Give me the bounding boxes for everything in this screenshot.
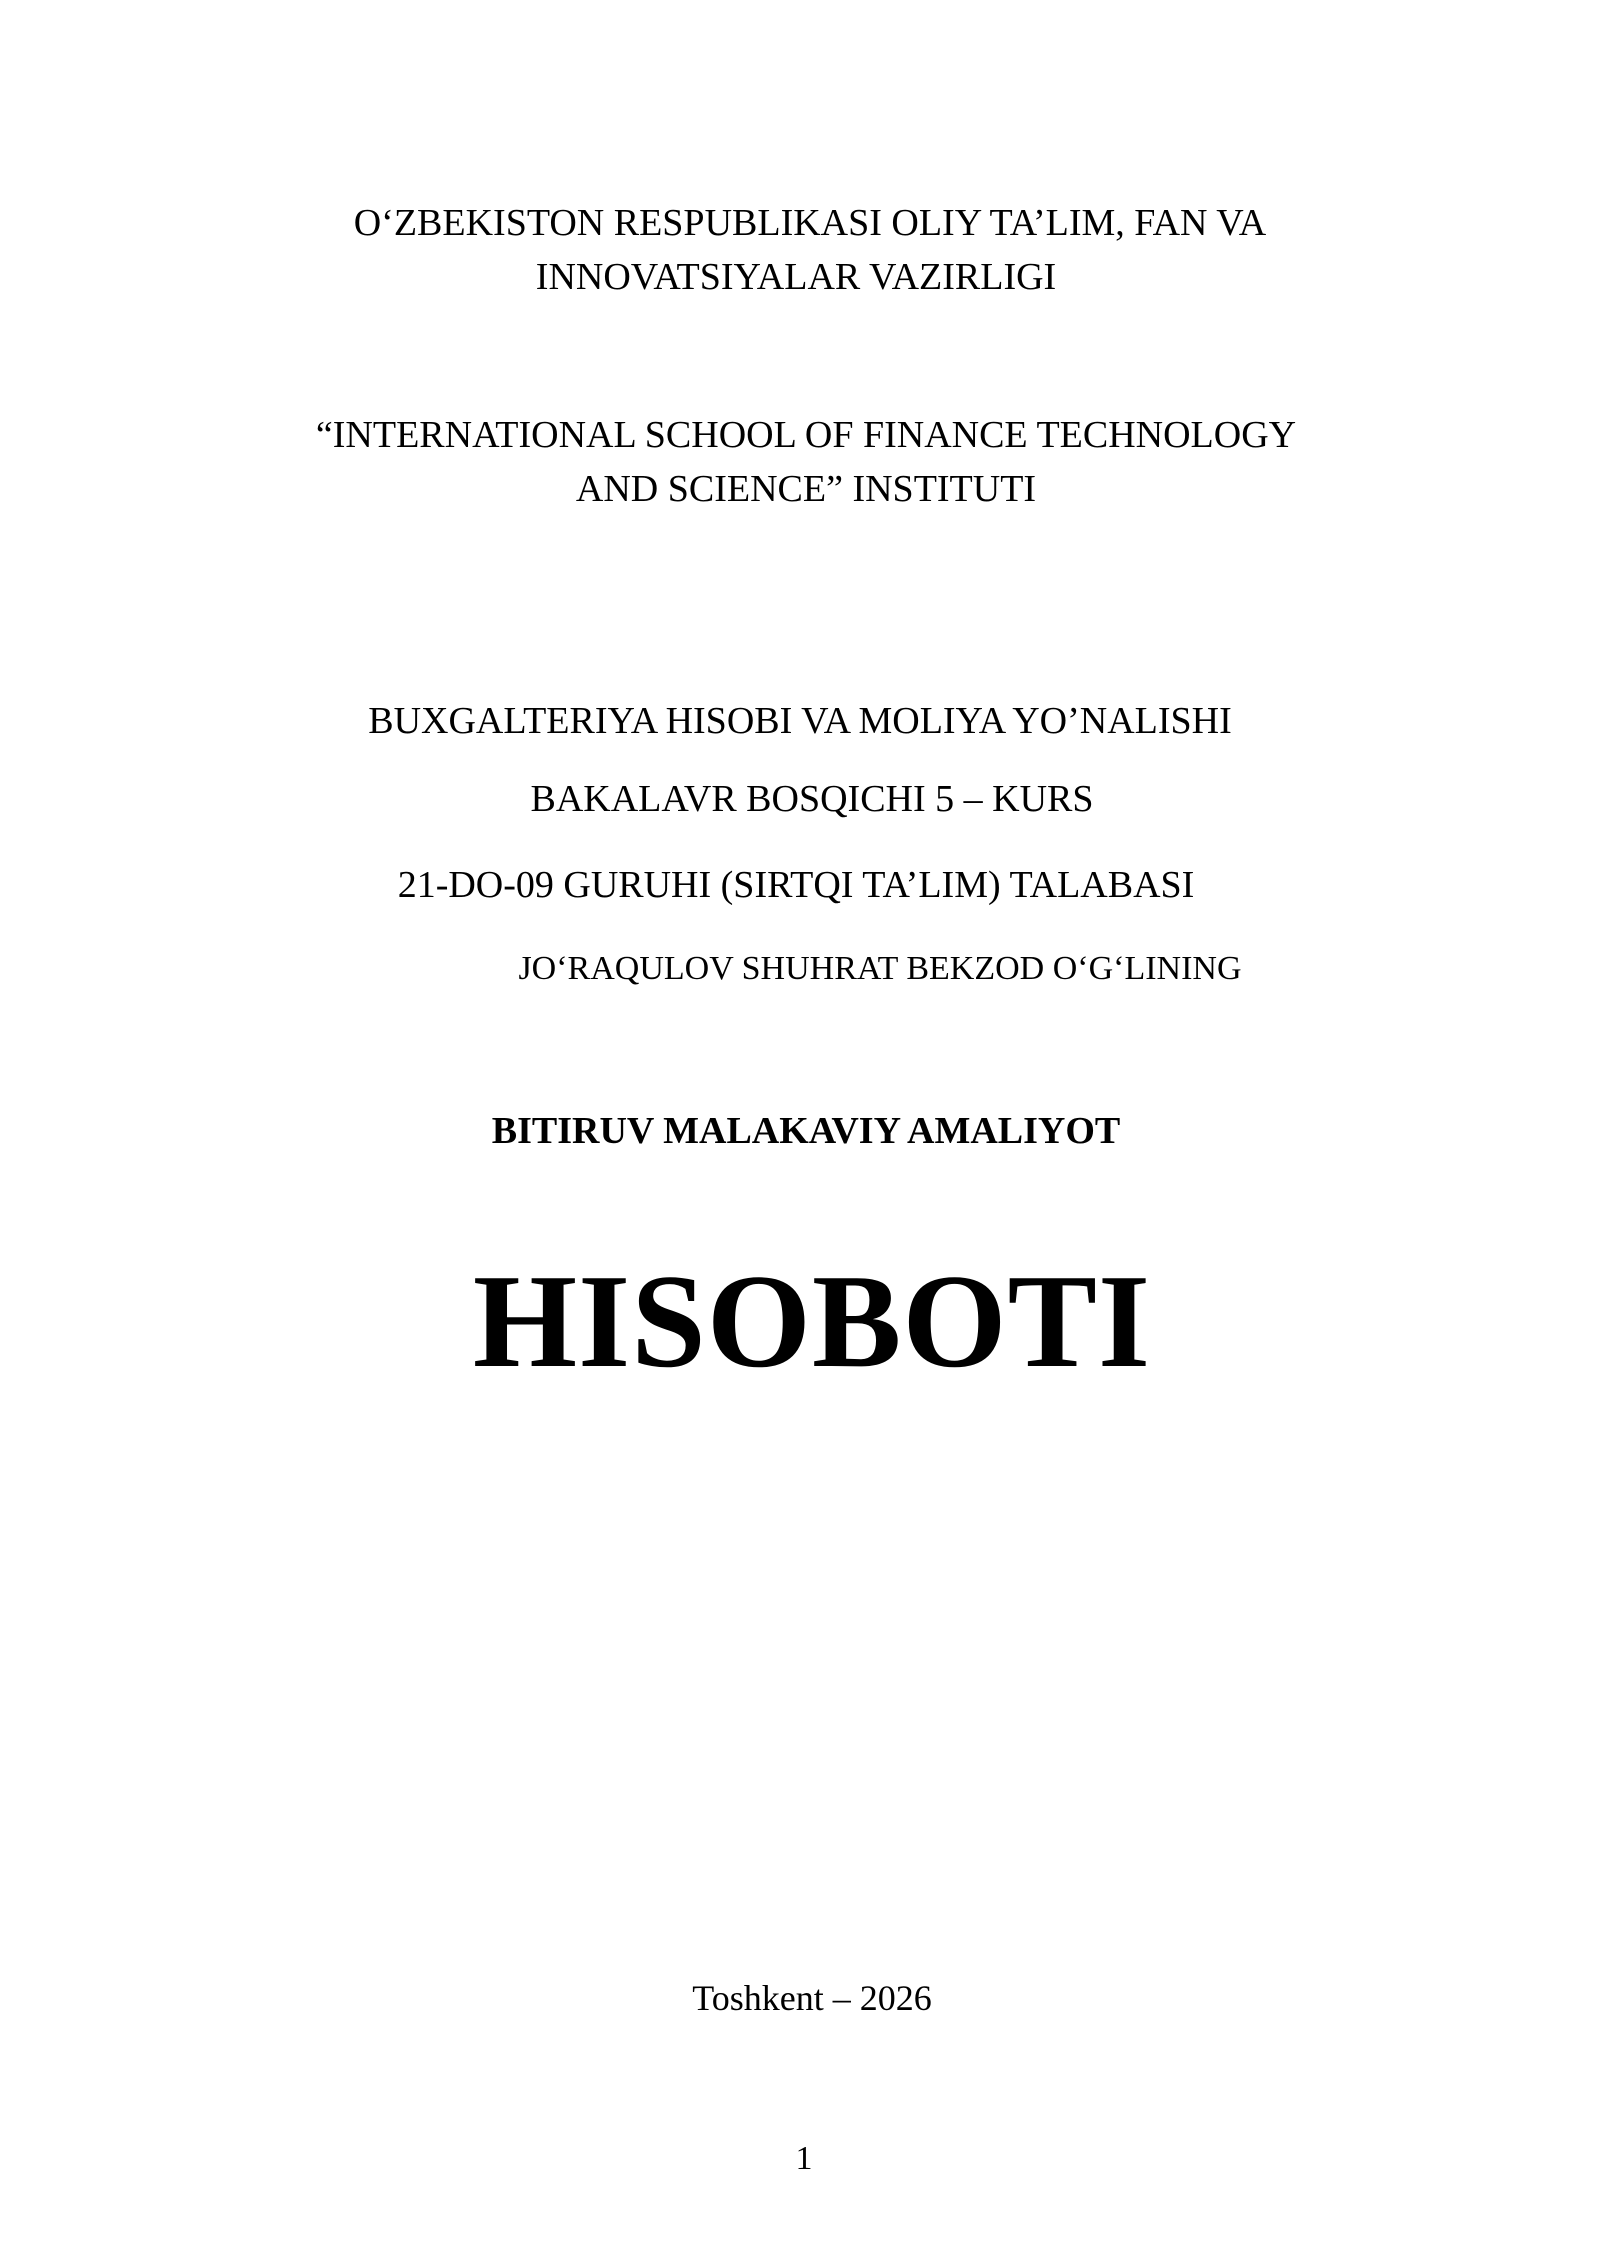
- ministry-line-1: O‘ZBEKISTON RESPUBLIKASI OLIY TA’LIM, FAN VA: [353, 202, 1267, 244]
- city-year: Toshkent – 2026: [692, 1978, 932, 2018]
- institute-line-2: AND SCIENCE” INSTITUTI: [575, 468, 1037, 510]
- student-name: JO‘RAQULOV SHUHRAT BEKZOD O‘G‘LINING: [518, 950, 1242, 987]
- group-line: 21-DO-09 GURUHI (SIRTQI TA’LIM) TALABASI: [397, 864, 1195, 906]
- ministry-line-2: INNOVATSIYALAR VAZIRLIGI: [535, 256, 1057, 298]
- direction-line: BUXGALTERIYA HISOBI VA MOLIYA YO’NALISHI: [368, 700, 1232, 742]
- institute-line-1: “INTERNATIONAL SCHOOL OF FINANCE TECHNOLOGY: [315, 414, 1297, 456]
- report-title: HISOBOTI: [472, 1247, 1152, 1395]
- practice-label: BITIRUV MALAKAVIY AMALIYOT: [491, 1110, 1121, 1152]
- stage-line: BAKALAVR BOSQICHI 5 – KURS: [530, 778, 1094, 820]
- page-number: 1: [795, 2140, 813, 2177]
